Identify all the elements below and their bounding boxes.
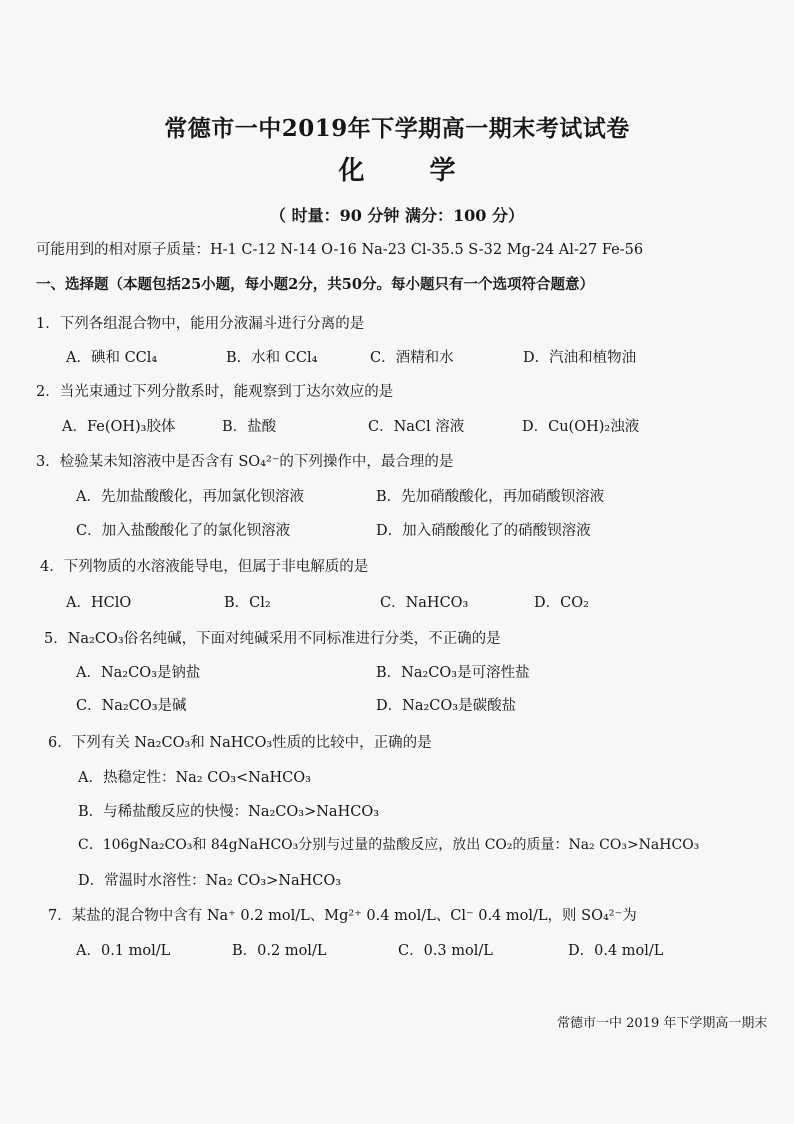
question-option: B．0.2 mol/L	[232, 943, 327, 959]
question-stem: 6．下列有关 Na₂CO₃和 NaHCO₃性质的比较中，正确的是	[48, 735, 432, 751]
question-option: D．Na₂CO₃是碳酸盐	[376, 698, 517, 714]
question-option: A．碘和 CCl₄	[66, 350, 158, 366]
question-option: D．0.4 mol/L	[568, 943, 664, 959]
question-stem: 3．检验某未知溶液中是否含有 SO₄²⁻的下列操作中，最合理的是	[36, 454, 454, 470]
question-option: D．加入硝酸酸化了的硝酸钡溶液	[376, 523, 591, 539]
question-stem: 5．Na₂CO₃俗名纯碱，下面对纯碱采用不同标准进行分类，不正确的是	[44, 631, 501, 647]
question-option: A．先加盐酸酸化，再加氯化钡溶液	[76, 489, 304, 505]
question-option: B．Na₂CO₃是可溶性盐	[376, 665, 530, 681]
question-option: B．先加硝酸酸化，再加硝酸钡溶液	[376, 489, 605, 505]
question-option: D．CO₂	[534, 595, 589, 611]
atomic-masses-line: 可能用到的相对原子质量：H-1 C-12 N-14 O-16 Na-23 Cl-35.5 S-32 Mg-24 Al-27 Fe-56	[36, 242, 644, 258]
question-stem: 1．下列各组混合物中，能用分液漏斗进行分离的是	[36, 316, 365, 332]
question-option: A．Na₂CO₃是钠盐	[76, 665, 201, 681]
question-option: C．酒精和水	[370, 350, 454, 366]
question-option: A．0.1 mol/L	[76, 943, 171, 959]
time-score-info: （ 时量：90 分钟 满分：100 分）	[270, 206, 524, 225]
question-option: C．NaHCO₃	[380, 595, 469, 611]
page-footer: 常德市一中 2019 年下学期高一期末	[557, 1016, 768, 1031]
question-option: B．Cl₂	[224, 595, 271, 611]
question-stem: 7．某盐的混合物中含有 Na⁺ 0.2 mol/L、Mg²⁺ 0.4 mol/L、Cl⁻ 0.4 mol/L，则 SO₄²⁻为	[48, 908, 637, 924]
question-option: B．与稀盐酸反应的快慢：Na₂CO₃>NaHCO₃	[78, 804, 380, 820]
question-option: A．Fe(OH)₃胶体	[62, 419, 176, 435]
subject-title: 化 学	[338, 156, 484, 186]
question-option: C．Na₂CO₃是碱	[76, 698, 187, 714]
section-heading: 一、选择题（本题包括25小题，每小题2分，共50分。每小题只有一个选项符合题意）	[36, 276, 594, 293]
question-stem: 4．下列物质的水溶液能导电，但属于非电解质的是	[40, 559, 369, 575]
exam-title: 常德市一中2019年下学期高一期末考试试卷	[164, 115, 630, 142]
question-stem: 2．当光束通过下列分散系时，能观察到丁达尔效应的是	[36, 384, 394, 400]
question-option: C．0.3 mol/L	[398, 943, 493, 959]
question-option: C．106gNa₂CO₃和 84gNaHCO₃分别与过量的盐酸反应，放出 CO₂的质量：Na₂ CO₃>NaHCO₃	[78, 837, 700, 853]
question-option: A．热稳定性：Na₂ CO₃<NaHCO₃	[78, 770, 311, 786]
question-option: D．常温时水溶性：Na₂ CO₃>NaHCO₃	[78, 873, 342, 889]
question-option: B．水和 CCl₄	[226, 350, 318, 366]
question-option: B．盐酸	[222, 419, 277, 435]
question-option: A．HClO	[66, 595, 132, 611]
question-option: D．Cu(OH)₂浊液	[522, 419, 640, 435]
question-option: C．NaCl 溶液	[368, 419, 465, 435]
question-option: D．汽油和植物油	[523, 350, 637, 366]
question-option: C．加入盐酸酸化了的氯化钡溶液	[76, 523, 291, 539]
